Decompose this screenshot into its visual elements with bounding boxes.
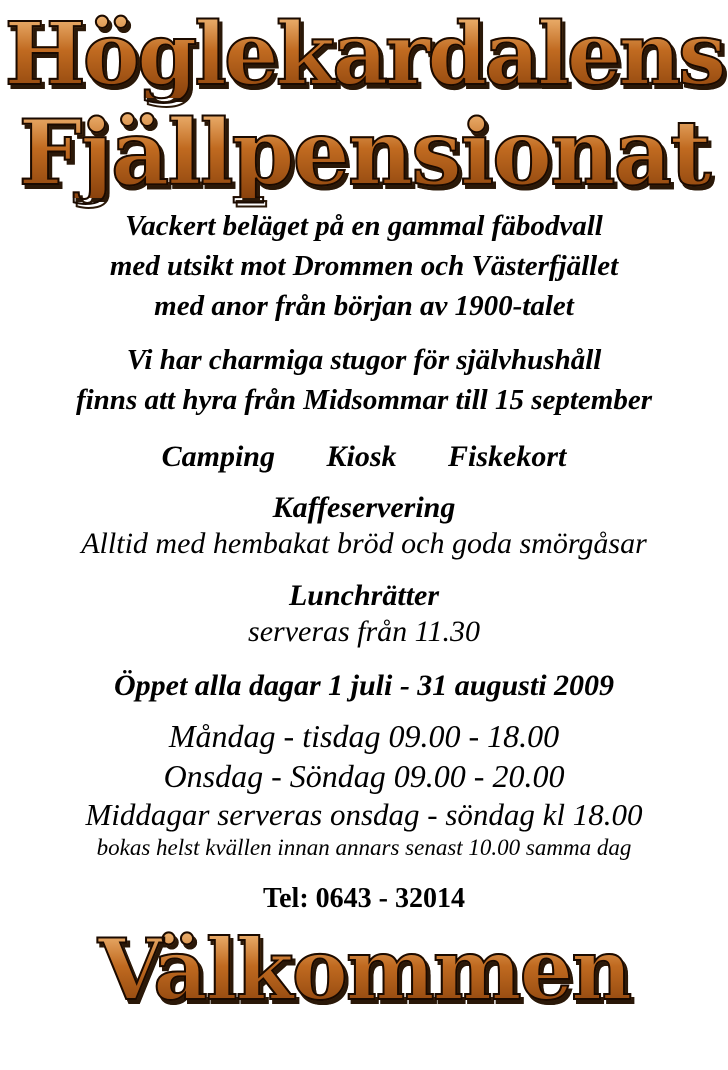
- coffee-text: Alltid med hembakat bröd och goda smörgåsar: [81, 527, 647, 560]
- service-camping: Camping: [161, 440, 275, 473]
- lunch-text: serveras från 11.30: [248, 615, 480, 648]
- service-fiskekort: Fiskekort: [448, 440, 567, 473]
- dinner-text: Middagar serveras onsdag - söndag kl 18.00: [85, 797, 643, 832]
- coffee-section: [0, 490, 728, 562]
- hours-line: Onsdag - Söndag 09.00 - 20.00: [163, 758, 565, 794]
- cabins-line: Vi har charmiga stugor för självhushåll: [126, 344, 602, 376]
- intro-line: Vackert beläget på en gammal fäbodvall: [125, 210, 603, 242]
- cabins-text: [0, 340, 728, 420]
- intro-line: med utsikt mot Drommen och Västerfjället: [109, 250, 619, 282]
- title-line-1: Höglekardalens: [0, 12, 728, 98]
- coffee-heading: Kaffeservering: [272, 491, 456, 524]
- opening-title: Öppet alla dagar 1 juli - 31 augusti 2009: [113, 669, 615, 702]
- welcome-text: Välkommen: [0, 928, 728, 1012]
- services-row: [0, 440, 728, 474]
- service-kiosk: Kiosk: [326, 440, 397, 473]
- hours-line: Måndag - tisdag 09.00 - 18.00: [168, 718, 560, 754]
- intro-text: [0, 206, 728, 326]
- title-line-2: Fjällpensionat: [0, 108, 728, 198]
- opening-hours: [0, 716, 728, 796]
- lunch-heading: Lunchrätter: [288, 579, 440, 612]
- booking-text: bokas helst kvällen innan annars senast 10.00 samma dag: [96, 835, 632, 860]
- lunch-section: [0, 578, 728, 650]
- phone-number: Tel: 0643 - 32014: [263, 883, 465, 914]
- intro-line: med anor från början av 1900-talet: [154, 290, 574, 322]
- cabins-line: finns att hyra från Midsommar till 15 september: [75, 384, 653, 416]
